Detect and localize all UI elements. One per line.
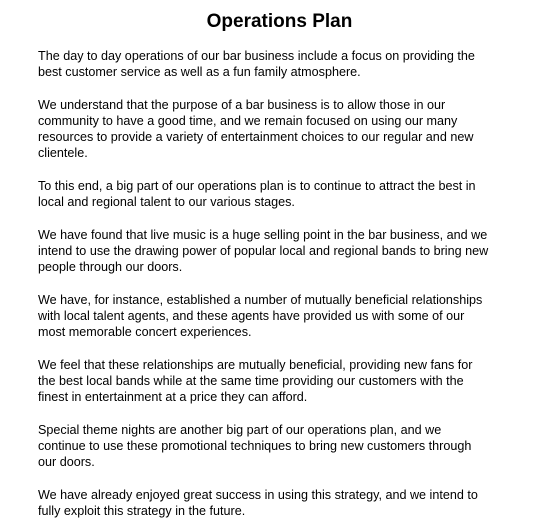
- paragraph-2: [38, 97, 521, 161]
- paragraph-line: intend to use the drawing power of popular local and regional bands to bring new: [38, 244, 489, 258]
- paragraph-line: best customer service as well as a fun family atmosphere.: [38, 65, 361, 79]
- paragraph-line: with local talent agents, and these agents have provided us with some of our: [38, 309, 465, 323]
- paragraph-3: [38, 178, 521, 210]
- paragraph-line: local and regional talent to our various stages.: [38, 195, 295, 209]
- paragraph-1: [38, 48, 521, 80]
- paragraph-line: our doors.: [38, 455, 95, 469]
- document-body: [38, 48, 521, 519]
- paragraph-line: To this end, a big part of our operations plan is to continue to attract the best in: [38, 179, 476, 193]
- paragraph-line: We have found that live music is a huge selling point in the bar business, and we: [38, 228, 488, 242]
- paragraph-line: most memorable concert experiences.: [38, 325, 252, 339]
- paragraph-4: [38, 227, 521, 275]
- paragraph-line: continue to use these promotional techniques to bring new customers through: [38, 439, 472, 453]
- paragraph-line: fully exploit this strategy in the future.: [38, 504, 246, 518]
- paragraph-line: finest in entertainment at a price they can afford.: [38, 390, 308, 404]
- paragraph-line: We have, for instance, established a number of mutually beneficial relationships: [38, 293, 483, 307]
- paragraph-line: community to have a good time, and we remain focused on using our many: [38, 114, 458, 128]
- paragraph-line: We understand that the purpose of a bar business is to allow those in our: [38, 98, 446, 112]
- paragraph-line: We feel that these relationships are mutually beneficial, providing new fans for: [38, 358, 473, 372]
- paragraph-7: [38, 422, 521, 470]
- paragraph-line: clientele.: [38, 146, 88, 160]
- paragraph-line: resources to provide a variety of entertainment choices to our regular and new: [38, 130, 474, 144]
- paragraph-8: [38, 487, 521, 519]
- paragraph-line: The day to day operations of our bar business include a focus on providing the: [38, 49, 475, 63]
- paragraph-line: people through our doors.: [38, 260, 183, 274]
- paragraph-6: [38, 357, 521, 405]
- paragraph-line: We have already enjoyed great success in using this strategy, and we intend to: [38, 488, 478, 502]
- document-title: Operations Plan: [206, 11, 353, 32]
- paragraph-line: Special theme nights are another big part of our operations plan, and we: [38, 423, 442, 437]
- paragraph-line: the best local bands while at the same time providing our customers with the: [38, 374, 464, 388]
- paragraph-5: [38, 292, 521, 340]
